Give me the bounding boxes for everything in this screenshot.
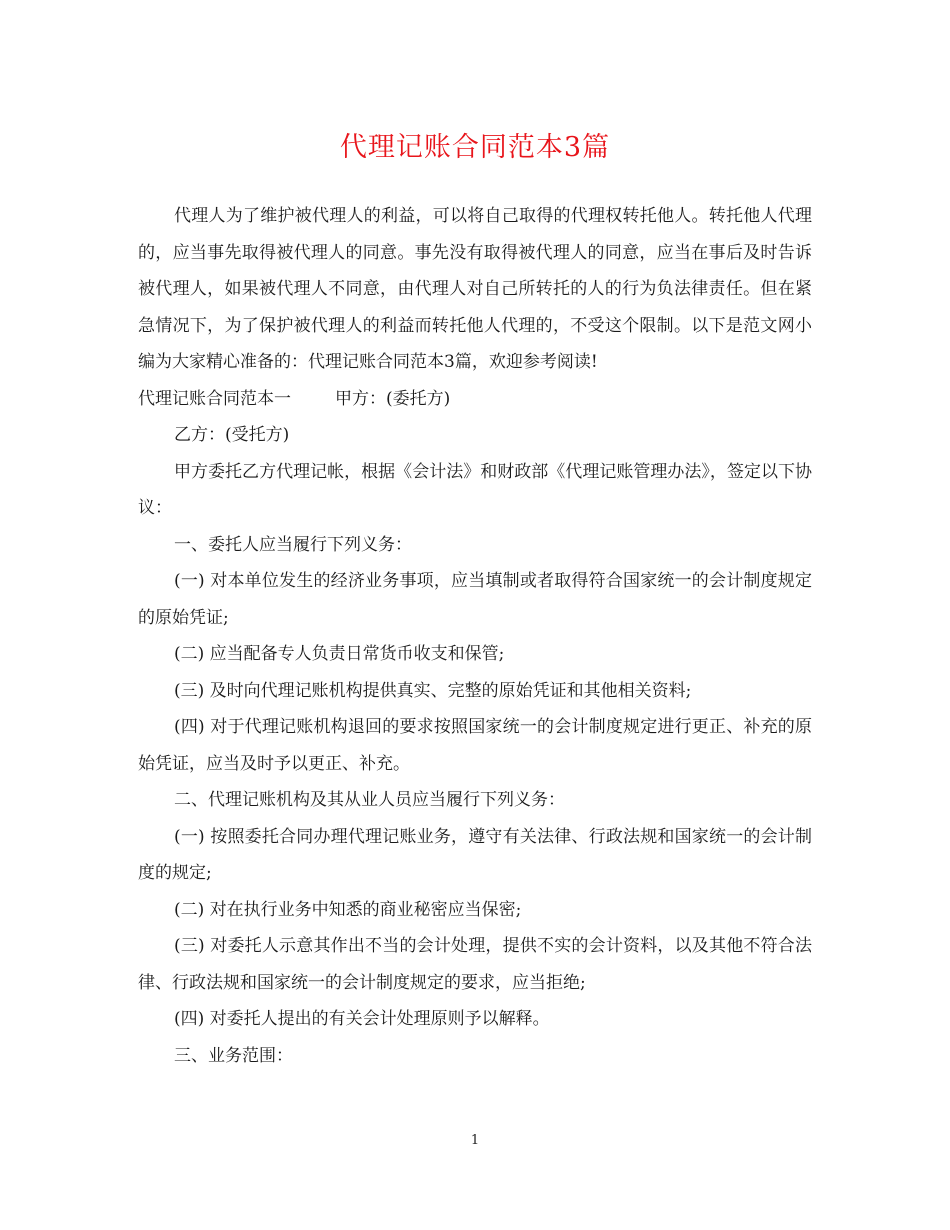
clause-2-item-4: (四) 对委托人提出的有关会计处理原则予以解释。 <box>174 1009 550 1029</box>
party-a-line: 甲方：(委托方) <box>335 388 451 409</box>
clause-1-item-3: (三) 及时向代理记账机构提供真实、完整的原始凭证和其他相关资料; <box>174 680 692 701</box>
clause-2-item-1: (一) 按照委托合同办理代理记账业务，遵守有关法律、行政法规和国家统一的会计制度的规定; <box>138 826 812 883</box>
clause-heading-2: 二、代理记账机构及其从业人员应当履行下列义务： <box>174 790 565 810</box>
document-title: 代理记账合同范本3篇 <box>339 132 611 163</box>
clause-heading-3: 三、业务范围： <box>174 1045 293 1066</box>
section-heading-line <box>138 381 812 418</box>
page-number: 1 <box>470 1133 480 1148</box>
clause-1-item-1: (一) 对本单位发生的经济业务事项，应当填制或者取得符合国家统一的会计制度规定的原始凭证; <box>138 571 812 628</box>
document-body <box>138 198 812 1074</box>
clause-2-item-3: (三) 对委托人示意其作出不当的会计处理，提供不实的会计资料，以及其他不符合法律、行政法规和国家统一的会计制度规定的要求，应当拒绝; <box>138 936 812 993</box>
clause-1-item-2: (二) 应当配备专人负责日常货币收支和保管; <box>174 644 505 664</box>
clause-2-item-2: (二) 对在执行业务中知悉的商业秘密应当保密; <box>174 899 522 920</box>
clause-1-item-4: (四) 对于代理记账机构退回的要求按照国家统一的会计制度规定进行更正、补充的原始凭证，应当及时予以更正、补充。 <box>138 717 812 774</box>
clause-heading-1: 一、委托人应当履行下列义务： <box>174 534 412 555</box>
intro-paragraph: 代理人为了维护被代理人的利益，可以将自己取得的代理权转托他人。转托他人代理的，应当事先取得被代理人的同意。事先没有取得被代理人的同意，应当在事后及时告诉被代理人，如果被代理人不同意，由代理人对自己所转托的人的行为负法律责任。但在紧急情况下，为了保护被代理人的利益而转托他人代理的，不受这个限制。以下是范文网小编为大家精心准备的：代理记账合同范本3篇，欢迎参考阅读! <box>138 206 812 372</box>
section-heading-label: 代理记账合同范本一 <box>138 388 291 409</box>
agreement-preamble: 甲方委托乙方代理记帐，根据《会计法》和财政部《代理记账管理办法》，签定以下协议： <box>138 461 812 518</box>
party-b-line: 乙方：(受托方) <box>174 425 290 445</box>
